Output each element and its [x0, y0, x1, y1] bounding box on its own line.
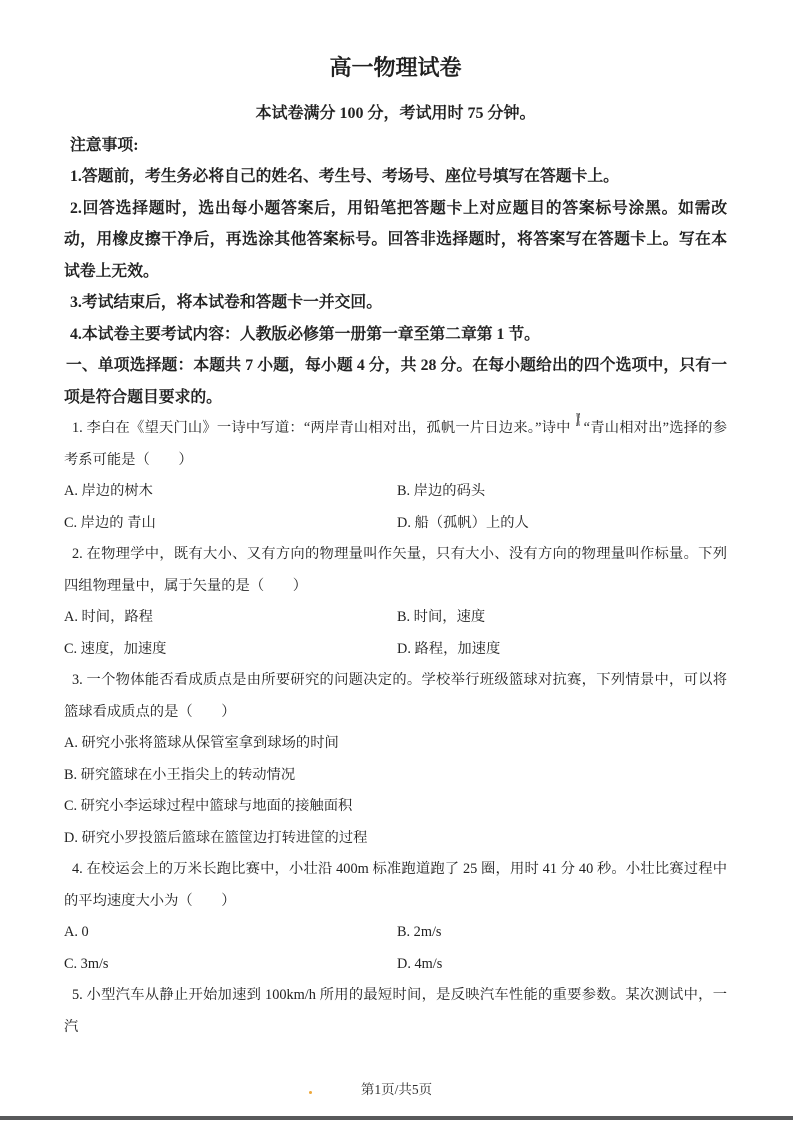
- question-1-stem-part1: 1. 李白在《望天门山》一诗中写道：“两岸青山相对出，孤帆一片日边来。”诗中: [72, 420, 571, 436]
- question-2-option-b: B. 时间，速度: [397, 609, 486, 625]
- question-2-option-a: A. 时间，路程: [64, 609, 153, 625]
- question-3-option-b: B. 研究篮球在小王指尖上的转动情况: [64, 766, 296, 783]
- page-number: 第1页/共5页: [360, 1082, 433, 1097]
- question-5: [64, 980, 727, 1043]
- question-1-option-a: A. 岸边的树木: [64, 483, 153, 499]
- notice-item-3: 3.考试结束后，将本试卷和答题卡一并交回。: [70, 294, 382, 311]
- notices-heading: 注意事项:: [70, 136, 139, 154]
- cursor-artifact-icon: [573, 413, 583, 426]
- question-3-options: [64, 728, 727, 854]
- section-heading: 一、单项选择题：本题共 7 小题，每小题 4 分，共 28 分。在每小题给出的四个选项中，只有一项是符合题目要求的。: [64, 357, 727, 406]
- question-3-option-a: A. 研究小张将篮球从保管室拿到球场的时间: [64, 735, 339, 751]
- question-3-option-d: D. 研究小罗投篮后篮球在篮筐边打转进筐的过程: [64, 829, 368, 846]
- question-2-stem: 2. 在物理学中，既有大小、又有方向的物理量叫作矢量，只有大小、没有方向的物理量叫作标量。下列四组物理量中，属于矢量的是（ ）: [64, 546, 727, 594]
- question-4-options: [64, 917, 727, 980]
- question-2-options: [64, 602, 727, 665]
- question-1-stem-part2: “青山相对出”选择的参考系可能是（ ）: [64, 420, 727, 468]
- window-bottom-bar: [0, 1116, 793, 1120]
- question-4-option-b: B. 2m/s: [397, 924, 442, 940]
- question-1-stem: [64, 413, 727, 476]
- page-subtitle: 本试卷满分 100 分，考试用时 75 分钟。: [255, 105, 536, 122]
- question-4-option-c: C. 3m/s: [64, 955, 109, 972]
- notice-item-4: 4.本试卷主要考试内容：人教版必修第一册第一章至第二章第 1 节。: [70, 325, 540, 343]
- question-1-option-b: B. 岸边的码头: [397, 483, 486, 499]
- question-3: [64, 665, 727, 854]
- question-1: [64, 413, 727, 539]
- notice-item-1: 1.答题前，考生务必将自己的姓名、考生号、考场号、座位号填写在答题卡上。: [70, 168, 619, 185]
- question-2-option-d: D. 路程，加速度: [397, 640, 501, 657]
- question-5-stem: 5. 小型汽车从静止开始加速到 100km/h 所用的最短时间，是反映汽车性能的重要参数。某次测试中，一汽: [64, 987, 727, 1035]
- page-title: 高一物理试卷: [329, 55, 462, 80]
- question-2-option-c: C. 速度，加速度: [64, 640, 167, 657]
- question-4-option-a: A. 0: [64, 924, 89, 940]
- question-4-option-d: D. 4m/s: [397, 955, 443, 972]
- speck-artifact: [309, 1091, 312, 1094]
- question-4-stem: 4. 在校运会上的万米长跑比赛中，小壮沿 400m 标准跑道跑了 25 圈，用时 41 分 40 秒。小壮比赛过程中的平均速度大小为（ ）: [64, 861, 727, 909]
- question-1-options: [64, 476, 727, 539]
- question-4: [64, 854, 727, 980]
- question-1-option-c: C. 岸边的 青山: [64, 514, 156, 531]
- notice-item-2: 2.回答选择题时，选出每小题答案后，用铅笔把答题卡上对应题目的答案标号涂黑。如需改动，用橡皮擦干净后，再选涂其他答案标号。回答非选择题时，将答案写在答题卡上。写在本试卷上无效。: [64, 199, 727, 280]
- question-2: [64, 539, 727, 665]
- question-3-option-c: C. 研究小李运球过程中篮球与地面的接触面积: [64, 798, 353, 814]
- question-3-stem: 3. 一个物体能否看成质点是由所要研究的问题决定的。学校举行班级篮球对抗赛，下列情景中，可以将篮球看成质点的是（ ）: [64, 672, 727, 720]
- question-1-option-d: D. 船（孤帆）上的人: [397, 514, 529, 531]
